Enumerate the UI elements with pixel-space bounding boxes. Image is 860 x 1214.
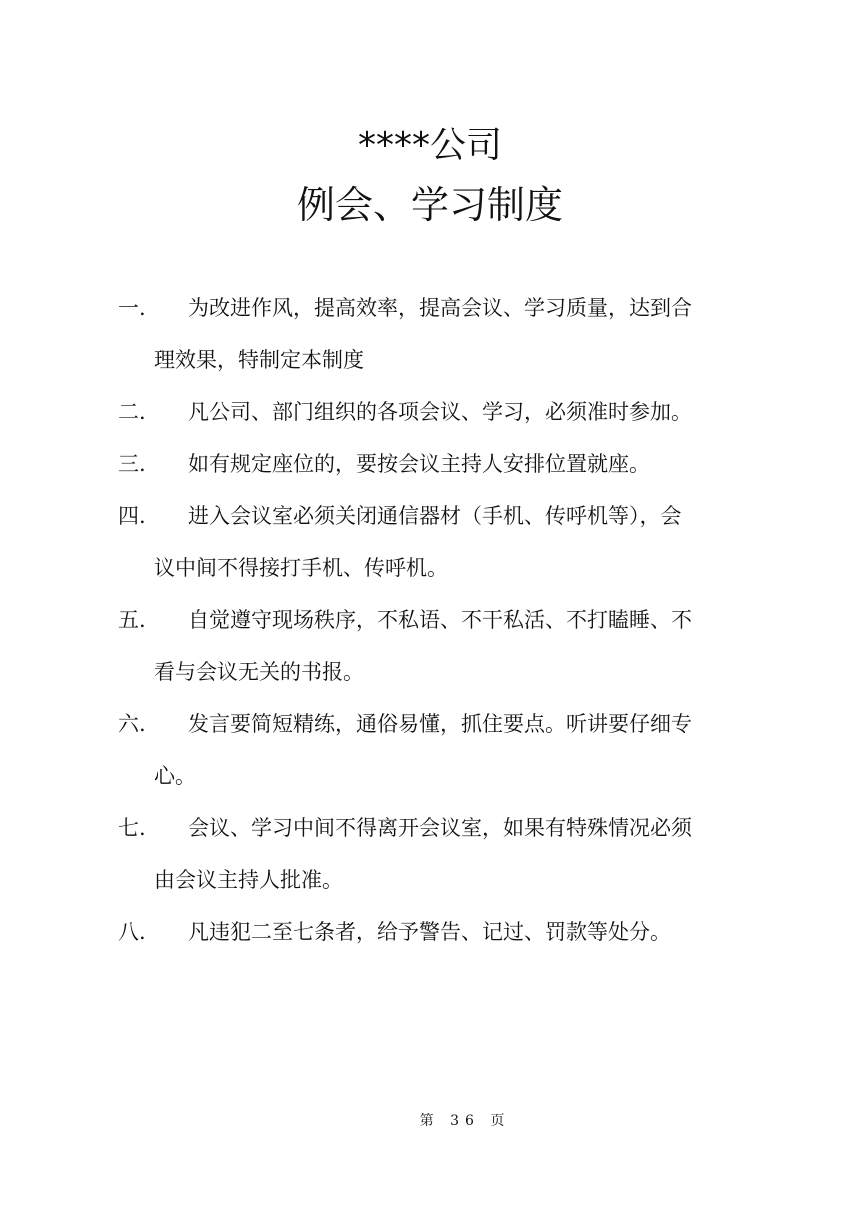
clause-number: 三.: [118, 452, 146, 476]
clause-text: 凡公司、部门组织的各项会议、学习，必须准时参加。: [188, 400, 692, 424]
clause-item: [118, 386, 758, 438]
clause-number: 六.: [118, 712, 146, 736]
clause-number: 五.: [118, 608, 146, 632]
clause-item: [118, 906, 758, 958]
clause-text: 会议、学习中间不得离开会议室，如果有特殊情况必须: [188, 816, 692, 840]
clause-number: 二.: [118, 400, 146, 424]
clause-text-continued: 理效果，特制定本制度: [154, 348, 364, 372]
clause-number: 一.: [118, 296, 146, 320]
company-name: ****公司: [357, 125, 502, 166]
clause-item: [118, 698, 758, 802]
page-title: 例会、学习制度: [296, 183, 563, 227]
clause-item: [118, 594, 758, 698]
clause-text-continued: 心。: [154, 764, 196, 788]
document-title-block: [0, 120, 860, 234]
clause-text-continued: 由会议主持人批准。: [154, 868, 343, 892]
clause-list: [118, 282, 758, 958]
clause-item: [118, 282, 758, 386]
clause-text: 发言要简短精练，通俗易懂，抓住要点。听讲要仔细专: [188, 712, 692, 736]
clause-number: 八.: [118, 920, 146, 944]
page-number: 第 36 页: [419, 1113, 511, 1129]
clause-text-continued: 议中间不得接打手机、传呼机。: [154, 556, 448, 580]
clause-text-continued: 看与会议无关的书报。: [154, 660, 364, 684]
clause-number: 七.: [118, 816, 146, 840]
clause-text: 进入会议室必须关闭通信器材（手机、传呼机等），会: [188, 504, 682, 528]
clause-item: [118, 490, 758, 594]
clause-text: 为改进作风，提高效率，提高会议、学习质量，达到合: [188, 296, 692, 320]
clause-item: [118, 438, 758, 490]
clause-text: 如有规定座位的，要按会议主持人安排位置就座。: [188, 452, 650, 476]
clause-text: 自觉遵守现场秩序，不私语、不干私活、不打瞌睡、不: [188, 608, 692, 632]
clause-text: 凡违犯二至七条者，给予警告、记过、罚款等处分。: [188, 920, 671, 944]
clause-number: 四.: [118, 504, 146, 528]
clause-item: [118, 802, 758, 906]
